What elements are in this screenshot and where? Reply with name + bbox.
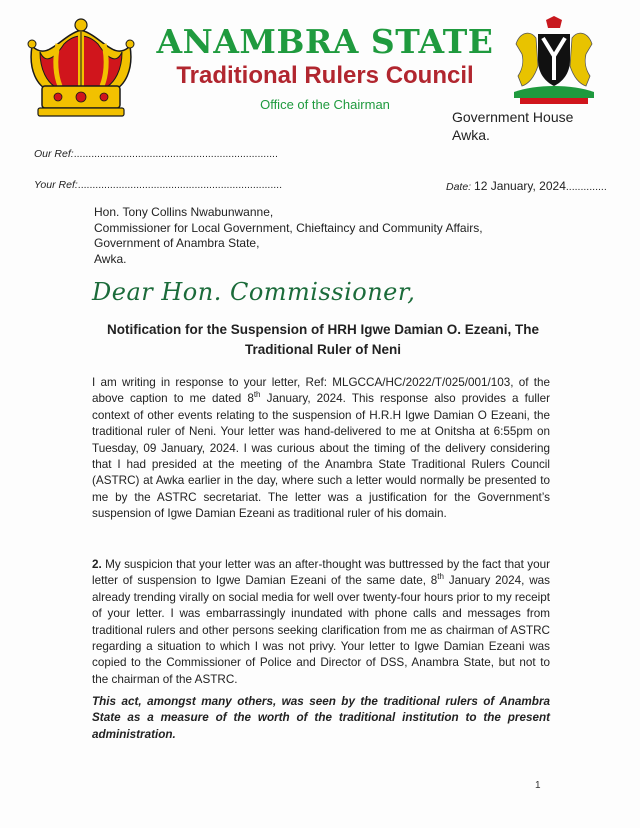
our-ref-dots: ...................................................................... bbox=[73, 148, 278, 160]
our-ref-label: Our Ref: bbox=[34, 148, 74, 160]
date-value: 12 January, 2024 bbox=[474, 179, 566, 193]
recipient-line2: Commissioner for Local Government, Chieftaincy and Community Affairs, bbox=[94, 220, 483, 235]
paragraph-1-text-a: I am writing in response to your letter, Ref: MLGCCA/HC/2022/T/025/001/103, of the above caption to me dated 8 bbox=[92, 376, 550, 406]
paragraph-2-number: 2. bbox=[92, 558, 102, 571]
paragraph-1-sup: th bbox=[253, 390, 261, 400]
state-title: ANAMBRA STATE bbox=[156, 22, 494, 61]
recipient-address bbox=[94, 205, 483, 267]
our-ref bbox=[34, 148, 278, 160]
paragraph-1 bbox=[92, 375, 550, 523]
paragraph-2 bbox=[92, 557, 550, 688]
your-ref-dots: ...................................................................... bbox=[77, 179, 282, 191]
subject-line1: Notification for the Suspension of HRH Igwe Damian O. Ezeani, The bbox=[106, 322, 540, 337]
sender-address-line1: Government House bbox=[452, 109, 574, 125]
page-number: 1 bbox=[535, 780, 541, 791]
handwritten-salutation: Dear Hon. Commissioner, bbox=[92, 278, 416, 306]
your-ref bbox=[34, 179, 282, 191]
your-ref-label: Your Ref: bbox=[34, 179, 78, 191]
subject-heading bbox=[80, 320, 566, 360]
recipient-line3: Government of Anambra State, bbox=[94, 236, 260, 250]
subject-line2: Traditional Ruler of Neni bbox=[244, 342, 401, 357]
paragraph-2-text-b: January 2024, was already trending virally on social media for well over twenty-four hours prior to my receipt of your letter. I was embarrassingly inundated with phone calls and messages from traditional rulers and other persons seeking clarification from me as chairman of ASTRC regarding a situation to which I was not privy. Your letter to Igwe Damian Ezeani was copied to the Commissioner of Police and Director of DSS, Anambra State, but not to the chairman of the ASTRC. bbox=[92, 574, 550, 686]
council-title: Traditional Rulers Council bbox=[176, 62, 474, 89]
date-ref: Date: 12 January, 2024.............. bbox=[446, 179, 607, 193]
coat-of-arms-icon bbox=[506, 14, 602, 106]
sender-address bbox=[452, 108, 573, 144]
paragraph-2-text-a: My suspicion that your letter was an after-thought was buttressed by the fact that your letter of suspension to Igwe Damian Ezeani of the same date, 8 bbox=[92, 558, 550, 588]
paragraph-3-emphasis: This act, amongst many others, was seen by the traditional rulers of Anambra State as a measure of the worth of the traditional institution to the present administration. bbox=[92, 695, 550, 741]
crown-logo-icon bbox=[18, 16, 144, 122]
date-label: Date: bbox=[446, 181, 472, 193]
recipient-line1: Hon. Tony Collins Nwabunwanne, bbox=[94, 205, 274, 219]
paragraph-1-text-b: January, 2024. This response also provides a fuller context of other events relating to the suspension of H.R.H Igwe Damian O Ezeani, the traditional ruler of Neni. Your letter was hand-delivered to me at Onitsha at 6:55pm on Tuesday, 09 January, 2024. I was curious about the timing of the delivery considering that I had presided at the meeting of the Anambra State Traditional Rulers Council (ASTRC) at Awka earlier in the day, where such a letter would normally be presented to me by the ASTRC secretariat. The letter was a justification for the Government’s suspension of Igwe Damian Ezeani as traditional ruler of his domain. bbox=[92, 392, 550, 521]
paragraph-2-sup: th bbox=[437, 572, 444, 582]
office-title: Office of the Chairman bbox=[260, 97, 390, 112]
sender-address-line2: Awka. bbox=[452, 127, 490, 143]
recipient-line4: Awka. bbox=[94, 251, 127, 266]
